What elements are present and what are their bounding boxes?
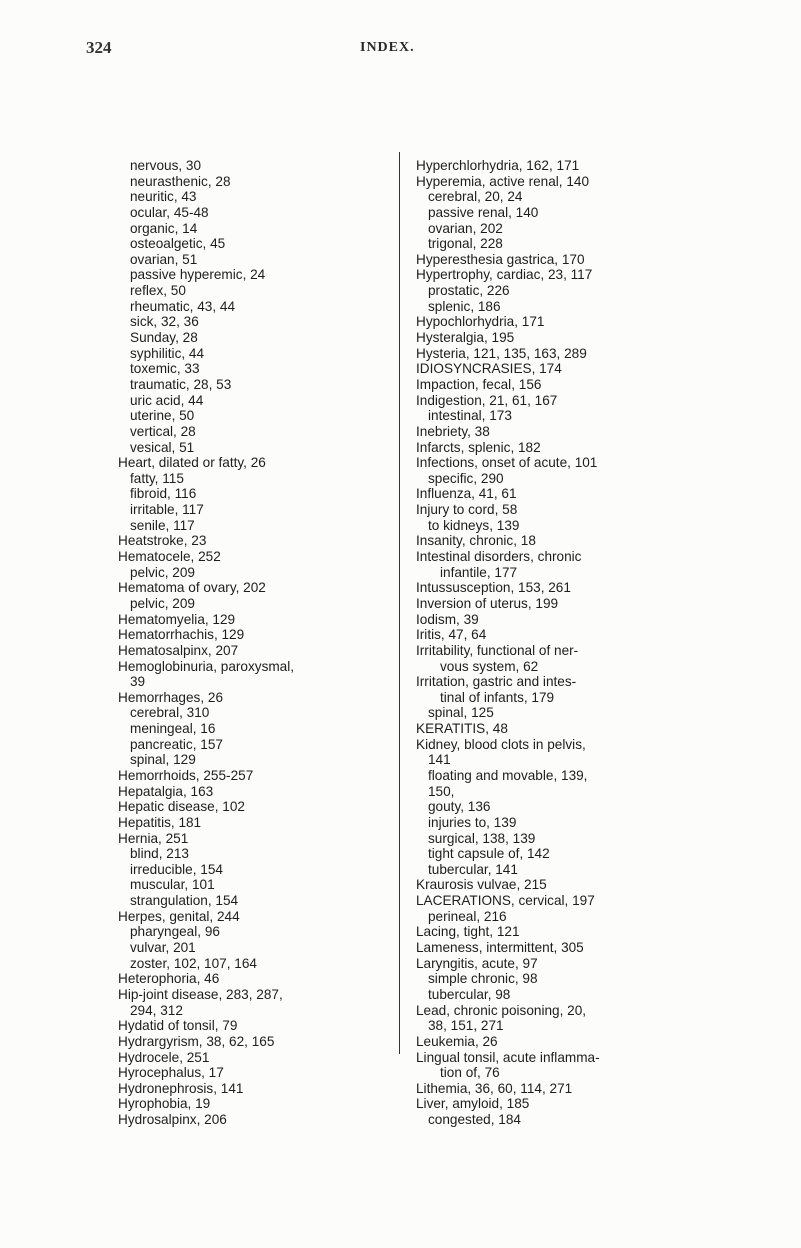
index-entry: Herpes, genital, 244 <box>118 908 240 924</box>
index-entry: Intestinal disorders, chronic <box>416 549 582 565</box>
index-entry: pharyngeal, 96 <box>130 924 220 940</box>
index-entry: injuries to, 139 <box>428 814 517 830</box>
index-entry: Infarcts, splenic, 182 <box>416 439 541 455</box>
index-entry: Injury to cord, 58 <box>416 502 518 518</box>
index-entry: vertical, 28 <box>130 423 196 439</box>
index-entry: Liver, amyloid, 185 <box>416 1096 530 1112</box>
index-entry: Hematomyelia, 129 <box>118 611 236 627</box>
index-entry: uric acid, 44 <box>130 392 204 408</box>
index-entry: Hepatalgia, 163 <box>118 783 214 799</box>
index-entry: Hematocele, 252 <box>118 549 221 565</box>
index-entry: Hyperchlorhydria, 162, 171 <box>416 158 580 173</box>
index-entry: meningeal, 16 <box>130 721 216 737</box>
index-entry: Heterophoria, 46 <box>118 971 220 987</box>
index-entry: Intussusception, 153, 261 <box>416 580 571 596</box>
index-entry: Lameness, intermittent, 305 <box>416 940 584 956</box>
index-entry: organic, 14 <box>130 220 198 236</box>
index-entry: Hypertrophy, cardiac, 23, 117 <box>416 267 593 283</box>
index-entry: strangulation, 154 <box>130 893 239 909</box>
index-entry: Hyrophobia, 19 <box>118 1096 211 1112</box>
index-entry: Hydrocele, 251 <box>118 1049 210 1065</box>
index-entry: Laryngitis, acute, 97 <box>416 955 538 971</box>
index-entry: Sunday, 28 <box>130 330 198 346</box>
index-entry: pelvic, 209 <box>130 595 195 611</box>
index-entry: Kidney, blood clots in pelvis, <box>416 736 586 752</box>
index-entry: Kraurosis vulvae, 215 <box>416 877 547 893</box>
index-entry: vulvar, 201 <box>130 940 196 956</box>
index-entry: IDIOSYNCRASIES, 174 <box>416 361 562 377</box>
index-entry: Hydronephrosis, 141 <box>118 1080 244 1096</box>
index-entry: Hyperemia, active renal, 140 <box>416 173 590 189</box>
index-entry: 39 <box>130 674 146 690</box>
index-entry: Hyperesthesia gastrica, 170 <box>416 251 585 267</box>
index-entry: Infections, onset of acute, 101 <box>416 455 598 471</box>
index-entry: LACERATIONS, cervical, 197 <box>416 893 595 909</box>
index-entry: Hydatid of tonsil, 79 <box>118 1018 238 1034</box>
index-entry: pelvic, 209 <box>130 564 195 580</box>
index-entry: passive renal, 140 <box>428 204 539 220</box>
page-header <box>0 38 801 62</box>
index-entry: Iritis, 47, 64 <box>416 627 487 643</box>
index-entry: neuritic, 43 <box>130 189 197 205</box>
index-entry: surgical, 138, 139 <box>428 830 536 846</box>
index-entry: Lithemia, 36, 60, 114, 271 <box>416 1080 573 1096</box>
index-entry: pancreatic, 157 <box>130 736 223 752</box>
right-column <box>416 158 716 1128</box>
index-entry: ovarian, 202 <box>428 220 503 236</box>
index-entry: toxemic, 33 <box>130 361 200 377</box>
index-entry: 141 <box>428 752 451 768</box>
index-entry: Hydrargyrism, 38, 62, 165 <box>118 1033 275 1049</box>
index-entry: cerebral, 20, 24 <box>428 189 523 205</box>
index-entry: senile, 117 <box>130 517 195 533</box>
index-entry: cerebral, 310 <box>130 705 210 721</box>
index-entry: passive hyperemic, 24 <box>130 267 266 283</box>
index-entry: Hematosalpinx, 207 <box>118 642 239 658</box>
index-entry: syphilitic, 44 <box>130 345 205 361</box>
index-entry: splenic, 186 <box>428 298 501 314</box>
index-entry: Hematorrhachis, 129 <box>118 627 245 643</box>
index-entry: Hip-joint disease, 283, 287, <box>118 986 283 1002</box>
index-entry: Influenza, 41, 61 <box>416 486 517 502</box>
index-entry: Hepatitis, 181 <box>118 814 202 830</box>
index-entry: rheumatic, 43, 44 <box>130 298 236 314</box>
index-entry: infantile, 177 <box>440 564 518 580</box>
index-entry: Irritability, functional of ner- <box>416 642 579 658</box>
index-entry: Indigestion, 21, 61, 167 <box>416 392 558 408</box>
index-entry: spinal, 125 <box>428 705 494 721</box>
index-entry: Hysteria, 121, 135, 163, 289 <box>416 345 587 361</box>
index-entry: specific, 290 <box>428 470 504 486</box>
index-entry: vesical, 51 <box>130 439 195 455</box>
index-entry: Hemorrhoids, 255-257 <box>118 767 254 783</box>
index-entry: Impaction, fecal, 156 <box>416 376 542 392</box>
index-entry: Hemorrhages, 26 <box>118 689 224 705</box>
index-entry: congested, 184 <box>428 1112 521 1128</box>
index-entry: Iodism, 39 <box>416 611 479 627</box>
index-entry: Hemoglobinuria, paroxysmal, <box>118 658 295 674</box>
index-entry: ovarian, 51 <box>130 251 198 267</box>
index-entry: trigonal, 228 <box>428 236 503 252</box>
index-entry: intestinal, 173 <box>428 408 512 424</box>
index-entry: uterine, 50 <box>130 408 195 424</box>
index-entry: Lacing, tight, 121 <box>416 924 520 940</box>
index-entry: Hyrocephalus, 17 <box>118 1065 224 1081</box>
index-entry: simple chronic, 98 <box>428 971 538 987</box>
index-entry: blind, 213 <box>130 846 189 862</box>
index-entry: Heart, dilated or fatty, 26 <box>118 455 266 471</box>
index-entry: tubercular, 141 <box>428 861 518 877</box>
index-entry: gouty, 136 <box>428 799 491 815</box>
index-entry: tion of, 76 <box>440 1065 500 1081</box>
index-entry: Hernia, 251 <box>118 830 189 846</box>
index-entry: ocular, 45-48 <box>130 204 209 220</box>
index-entry: Hysteralgia, 195 <box>416 330 515 346</box>
index-entry: 150, <box>428 783 455 799</box>
index-entry: Hypochlorhydria, 171 <box>416 314 545 330</box>
index-entry: Leukemia, 26 <box>416 1033 498 1049</box>
index-entry: neurasthenic, 28 <box>130 173 231 189</box>
index-entry: Irritation, gastric and intes- <box>416 674 577 690</box>
index-entry: Inebriety, 38 <box>416 423 490 439</box>
index-entry: Hematoma of ovary, 202 <box>118 580 266 596</box>
index-entry: Lingual tonsil, acute inflamma- <box>416 1049 600 1065</box>
index-entry: Hepatic disease, 102 <box>118 799 245 815</box>
index-entry: tubercular, 98 <box>428 986 511 1002</box>
index-entry: sick, 32, 36 <box>130 314 199 330</box>
index-entry: 38, 151, 271 <box>428 1018 504 1034</box>
index-entry: Heatstroke, 23 <box>118 533 207 549</box>
index-entry: Hydrosalpinx, 206 <box>118 1112 227 1128</box>
index-entry: zoster, 102, 107, 164 <box>130 955 257 971</box>
index-entry: fibroid, 116 <box>130 486 197 502</box>
index-entry: floating and movable, 139, <box>428 767 588 783</box>
index-entry: perineal, 216 <box>428 908 507 924</box>
index-entry: to kidneys, 139 <box>428 517 520 533</box>
index-entry: Inversion of uterus, 199 <box>416 595 559 611</box>
index-entry: Lead, chronic poisoning, 20, <box>416 1002 587 1018</box>
index-entry: KERATITIS, 48 <box>416 721 508 737</box>
index-entry: prostatic, 226 <box>428 283 510 299</box>
index-entry: 294, 312 <box>130 1002 183 1018</box>
left-column <box>118 158 418 1128</box>
index-entry: osteoalgetic, 45 <box>130 236 226 252</box>
index-entry: fatty, 115 <box>130 470 184 486</box>
page-number: 324 <box>86 38 112 57</box>
index-entry: spinal, 129 <box>130 752 196 768</box>
index-entry: muscular, 101 <box>130 877 215 893</box>
index-entry: tinal of infants, 179 <box>440 689 555 705</box>
index-entry: traumatic, 28, 53 <box>130 376 232 392</box>
index-entry: irritable, 117 <box>130 502 204 518</box>
index-entry: Insanity, chronic, 18 <box>416 533 536 549</box>
index-entry: vous system, 62 <box>440 658 539 674</box>
index-entry: irreducible, 154 <box>130 861 223 877</box>
index-entry: reflex, 50 <box>130 283 186 299</box>
index-entry: nervous, 30 <box>130 158 202 173</box>
running-head: INDEX. <box>360 40 415 55</box>
index-entry: tight capsule of, 142 <box>428 846 550 862</box>
